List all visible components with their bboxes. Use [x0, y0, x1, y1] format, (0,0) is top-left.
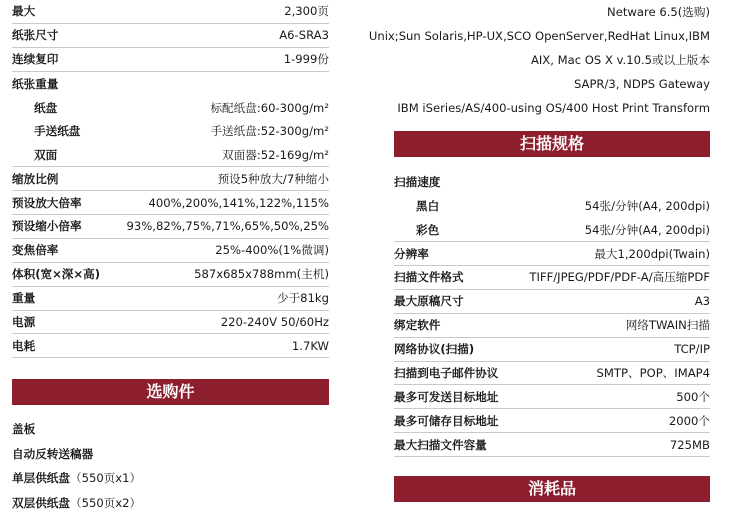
- spec-label: 最多可储存目标地址: [394, 413, 499, 428]
- os-line-text: Netware 6.5(选购): [607, 4, 710, 19]
- spec-value: 1.7KW: [291, 338, 329, 353]
- spec-value: 标配纸盘:60-300g/m²: [210, 100, 329, 115]
- spec-label: 分辨率: [394, 246, 429, 261]
- spec-row: [394, 218, 710, 242]
- spec-row: [394, 314, 710, 338]
- spec-value: 54张/分钟(A4, 200dpi): [584, 199, 710, 214]
- spec-row: [12, 119, 329, 143]
- options-list: [12, 417, 329, 515]
- spec-label: 变焦倍率: [12, 243, 59, 258]
- os-support-list: [368, 0, 710, 119]
- spec-label: 扫描速度: [394, 175, 441, 190]
- spec-value: 预设5种放大/7种缩小: [217, 171, 329, 186]
- spec-row: [12, 287, 329, 311]
- spec-row: [12, 239, 329, 263]
- os-line-text: SAPR/3, NDPS Gateway: [573, 76, 710, 91]
- spec-label: 最大原稿尺寸: [394, 294, 464, 309]
- option-name: 单层供纸盘: [12, 471, 70, 486]
- spec-value: 网络TWAIN扫描: [625, 318, 710, 333]
- os-line: [394, 72, 710, 96]
- spec-value: 587x685x788mm(主机): [194, 267, 329, 282]
- spec-label: 最大扫描文件容量: [394, 437, 487, 452]
- spec-row: [12, 48, 329, 72]
- os-line: [394, 48, 710, 72]
- option-name: 盖板: [12, 422, 36, 437]
- spec-row: [394, 194, 710, 218]
- spec-value: 最大1,200dpi(Twain): [594, 246, 710, 261]
- spec-row: [394, 170, 710, 194]
- spec-value: 500个: [676, 389, 710, 404]
- options-header: 选购件: [12, 379, 329, 405]
- spec-row: [394, 362, 710, 386]
- spec-row: [12, 334, 329, 358]
- os-line-text: AIX, Mac OS X v.10.5或以上版本: [530, 52, 710, 67]
- option-item: [12, 491, 329, 516]
- right-column: [368, 0, 710, 502]
- spec-label: 预设缩小倍率: [12, 219, 82, 234]
- spec-label: 重量: [12, 291, 36, 306]
- option-item: [12, 442, 329, 467]
- scan-spec-table: [394, 170, 710, 457]
- spec-value: A3: [694, 294, 710, 309]
- os-line: [368, 24, 710, 48]
- spec-label: 网络协议(扫描): [394, 342, 475, 357]
- spec-row: [12, 311, 329, 335]
- option-detail: （550页x2）: [69, 495, 142, 510]
- option-item: [12, 417, 329, 442]
- spec-value: 725MB: [669, 437, 710, 452]
- spec-value: 25%-400%(1%微调): [215, 243, 329, 258]
- spec-row: [394, 338, 710, 362]
- spec-label: 纸张重量: [12, 76, 59, 91]
- spec-label: 预设放大倍率: [12, 195, 82, 210]
- spec-label: 彩色: [416, 222, 440, 237]
- spec-row: [12, 24, 329, 48]
- spec-value: 2,300页: [284, 4, 329, 19]
- os-line: [394, 0, 710, 24]
- spec-row: [12, 167, 329, 191]
- spec-label: 纸盘: [34, 100, 58, 115]
- spec-label: 纸张尺寸: [12, 28, 59, 43]
- spec-value: 少于81kg: [276, 291, 329, 306]
- spec-value: TIFF/JPEG/PDF/PDF-A/高压缩PDF: [529, 270, 710, 285]
- spec-label: 缩放比例: [12, 171, 59, 186]
- spec-label: 最大: [12, 4, 36, 19]
- spec-value: TCP/IP: [674, 342, 710, 357]
- spec-row: [12, 72, 329, 96]
- spec-row: [12, 215, 329, 239]
- option-name: 自动反转送稿器: [12, 446, 94, 461]
- spec-value: SMTP、POP、IMAP4: [596, 366, 710, 381]
- spec-row: [394, 290, 710, 314]
- os-line: [394, 96, 710, 120]
- spec-value: 400%,200%,141%,122%,115%: [148, 195, 329, 210]
- spec-label: 手送纸盘: [34, 124, 81, 139]
- spec-value: 1-999份: [283, 52, 329, 67]
- spec-table: [12, 0, 329, 358]
- spec-label: 扫描到电子邮件协议: [394, 366, 499, 381]
- spec-label: 最多可发送目标地址: [394, 389, 499, 404]
- os-line-text: Unix;Sun Solaris,HP-UX,SCO OpenServer,RedHat Linux,IBM: [368, 28, 710, 43]
- spec-value: 93%,82%,75%,71%,65%,50%,25%: [126, 219, 329, 234]
- spec-label: 黑白: [416, 199, 440, 214]
- spec-label: 连续复印: [12, 52, 59, 67]
- spec-label: 体积(宽×深×高): [12, 267, 100, 282]
- spec-row: [12, 191, 329, 215]
- consumables-header: 消耗品: [394, 476, 710, 502]
- scan-spec-header: 扫描规格: [394, 131, 710, 157]
- spec-label: 绑定软件: [394, 318, 441, 333]
- spec-row: [394, 433, 710, 457]
- spec-label: 双面: [34, 147, 58, 162]
- spec-value: 手送纸盘:52-300g/m²: [210, 124, 329, 139]
- left-column: [12, 0, 329, 515]
- spec-row: [12, 263, 329, 287]
- option-detail: （550页x1）: [69, 471, 142, 486]
- spec-label: 电耗: [12, 338, 36, 353]
- spec-row: [12, 0, 329, 24]
- spec-value: 2000个: [668, 413, 710, 428]
- spec-row: [394, 242, 710, 266]
- spec-row: [394, 409, 710, 433]
- spec-label: 扫描文件格式: [394, 270, 464, 285]
- spec-value: 54张/分钟(A4, 200dpi): [584, 222, 710, 237]
- spec-row: [394, 266, 710, 290]
- spec-row: [394, 385, 710, 409]
- spec-label: 电源: [12, 315, 36, 330]
- spec-value: 220-240V 50/60Hz: [220, 315, 329, 330]
- spec-row: [12, 143, 329, 167]
- spec-value: A6-SRA3: [279, 28, 329, 43]
- os-line-text: IBM iSeries/AS/400-using OS/400 Host Print Transform: [397, 100, 710, 115]
- option-name: 双层供纸盘: [12, 495, 70, 510]
- spec-row: [12, 96, 329, 120]
- spec-value: 双面器:52-169g/m²: [222, 147, 329, 162]
- option-item: [12, 466, 329, 491]
